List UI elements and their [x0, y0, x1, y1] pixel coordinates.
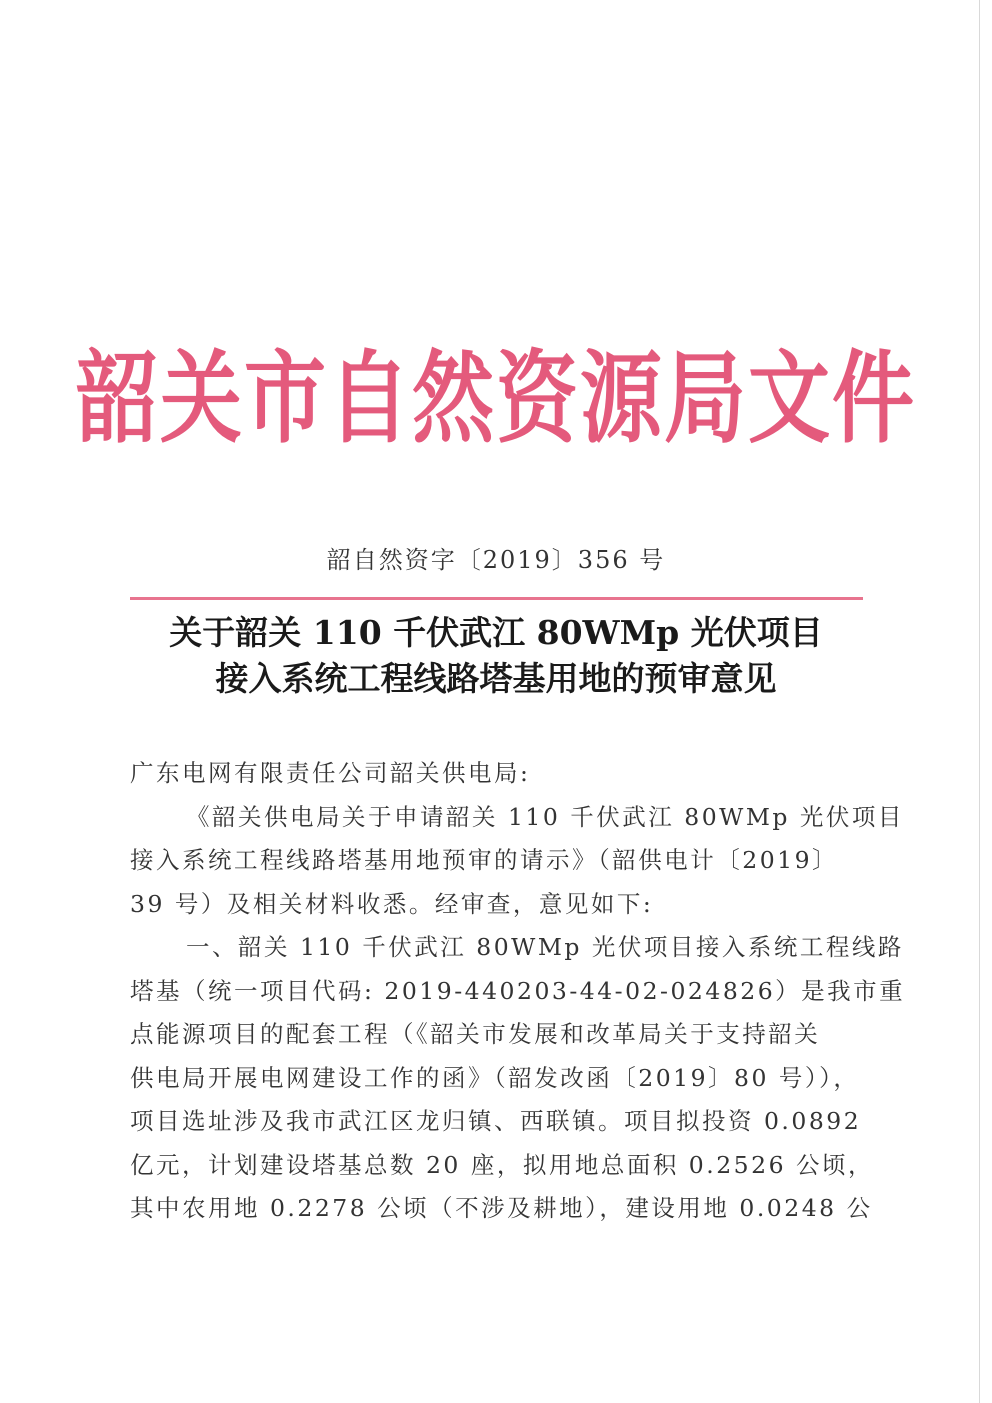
body-line: 项目选址涉及我市武江区龙归镇、西联镇。项目拟投资 0.0892	[130, 1107, 862, 1135]
body-line: 39 号）及相关材料收悉。经审查，意见如下:	[130, 889, 654, 918]
document-number: 韶自然资字〔2019〕356 号	[326, 546, 666, 574]
document-body	[130, 752, 906, 1231]
body-line: 供电局开展电网建设工作的函》（韶发改函〔2019〕80 号）），	[130, 1063, 860, 1092]
body-line: 亿元，计划建设塔基总数 20 座，拟用地总面积 0.2526 公顷，	[130, 1150, 875, 1179]
red-separator-line	[130, 597, 863, 600]
body-line: 《韶关供电局关于申请韶关 110 千伏武江 80WMp 光伏项目	[186, 802, 904, 831]
document-title-line-2: 接入系统工程线路塔基用地的预审意见	[215, 659, 777, 698]
salutation: 广东电网有限责任公司韶关供电局:	[130, 759, 531, 787]
body-line: 塔基（统一项目代码: 2019-440203-44-02-024826）是我市重	[130, 976, 906, 1005]
document-title	[0, 610, 992, 702]
body-line: 接入系统工程线路塔基用地预审的请示》（韶供电计〔2019〕	[130, 846, 839, 874]
body-line: 其中农用地 0.2278 公顷（不涉及耕地），建设用地 0.0248 公	[130, 1194, 873, 1222]
body-line: 点能源项目的配套工程（《韶关市发展和改革局关于支持韶关	[130, 1020, 821, 1048]
document-title-line-1: 关于韶关 110 千伏武江 80WMp 光伏项目	[169, 613, 823, 652]
body-line: 一、韶关 110 千伏武江 80WMp 光伏项目接入系统工程线路	[186, 933, 904, 961]
issuing-authority-header: 韶关市自然资源局文件	[75, 341, 916, 458]
